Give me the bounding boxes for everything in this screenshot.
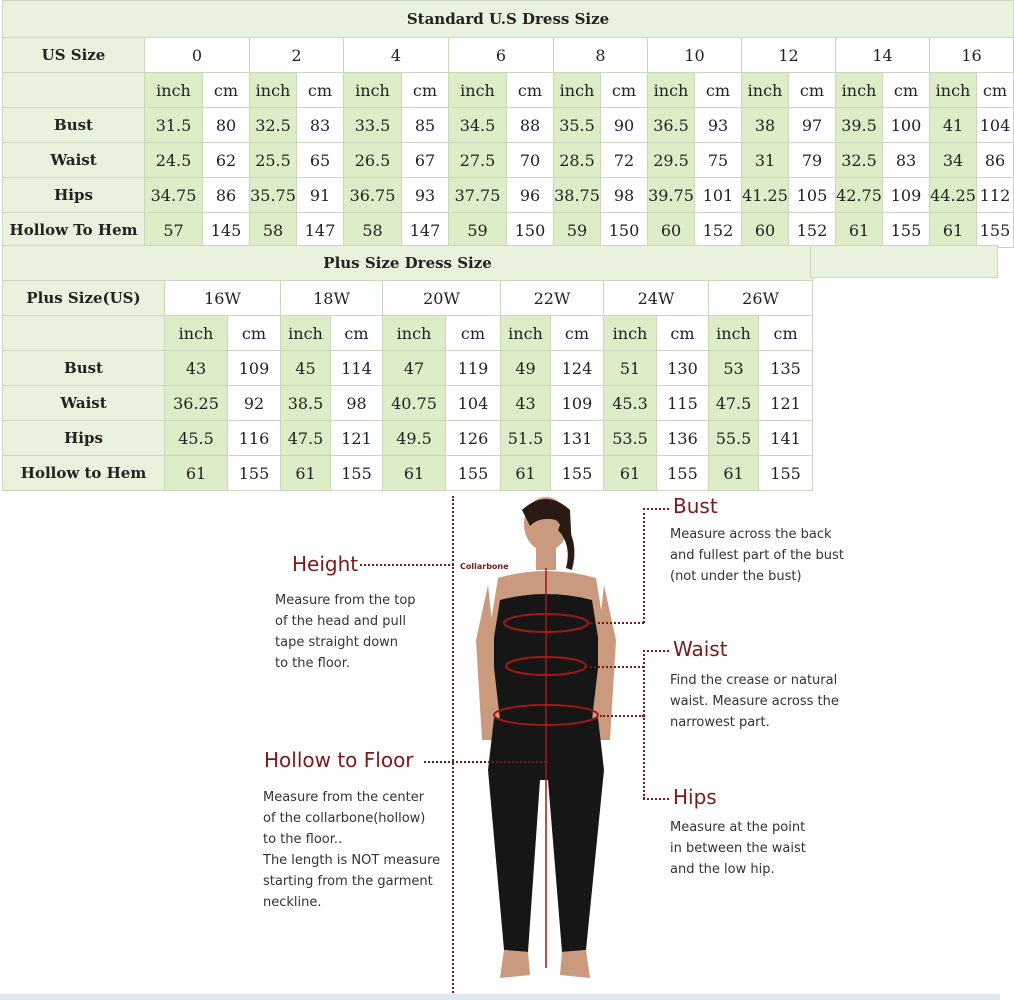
value-inch: 60 — [742, 213, 789, 248]
value-inch: 31.5 — [145, 108, 203, 143]
value-inch: 34.75 — [145, 178, 203, 213]
measure-label: Hips — [3, 178, 145, 213]
value-cm: 155 — [883, 213, 930, 248]
title-row — [3, 1, 1014, 38]
value-inch: 35.5 — [554, 108, 601, 143]
value-cm: 112 — [977, 178, 1014, 213]
value-inch: 32.5 — [250, 108, 297, 143]
value-inch: 43 — [165, 351, 228, 386]
value-cm: 115 — [657, 386, 709, 421]
unit-inch: inch — [250, 73, 297, 108]
value-inch: 38 — [742, 108, 789, 143]
unit-cm: cm — [789, 73, 836, 108]
size-header: 14 — [836, 38, 930, 73]
size-header: 2 — [250, 38, 344, 73]
value-cm: 79 — [789, 143, 836, 178]
size-header: 12 — [742, 38, 836, 73]
height-pointer — [360, 564, 454, 566]
value-inch: 47 — [383, 351, 446, 386]
hips-desc: Measure at the point in between the waist and the low hip. — [670, 820, 806, 877]
measure-row — [3, 421, 813, 456]
bust-bracket — [643, 508, 645, 623]
size-header: 16W — [165, 281, 281, 316]
unit-cm: cm — [883, 73, 930, 108]
unit-inch: inch — [930, 73, 977, 108]
value-cm: 109 — [228, 351, 281, 386]
value-cm: 65 — [297, 143, 344, 178]
unit-inch: inch — [648, 73, 695, 108]
size-header-row — [3, 38, 1014, 73]
value-inch: 34.5 — [449, 108, 507, 143]
size-header: 22W — [501, 281, 604, 316]
value-cm: 72 — [601, 143, 648, 178]
unit-inch: inch — [449, 73, 507, 108]
value-cm: 152 — [695, 213, 742, 248]
value-inch: 28.5 — [554, 143, 601, 178]
value-cm: 86 — [203, 178, 250, 213]
value-inch: 57 — [145, 213, 203, 248]
unit-cm: cm — [446, 316, 501, 351]
value-inch: 49.5 — [383, 421, 446, 456]
value-inch: 61 — [501, 456, 551, 491]
value-cm: 75 — [695, 143, 742, 178]
value-cm: 131 — [551, 421, 604, 456]
measure-row — [3, 351, 813, 386]
value-cm: 126 — [446, 421, 501, 456]
bottom-strip — [0, 994, 1000, 1000]
waist-pointer-top — [643, 650, 669, 652]
value-inch: 39.5 — [836, 108, 883, 143]
size-header: 8 — [554, 38, 648, 73]
value-cm: 80 — [203, 108, 250, 143]
value-inch: 58 — [344, 213, 402, 248]
hollow-title: Hollow to Floor — [264, 748, 414, 772]
value-inch: 26.5 — [344, 143, 402, 178]
size-label: US Size — [3, 38, 145, 73]
waist-pointer — [590, 666, 644, 668]
value-inch: 49 — [501, 351, 551, 386]
unit-inch: inch — [836, 73, 883, 108]
measure-row — [3, 213, 1014, 248]
unit-cm: cm — [657, 316, 709, 351]
value-inch: 47.5 — [709, 386, 759, 421]
value-inch: 41.25 — [742, 178, 789, 213]
height-title: Height — [292, 552, 359, 576]
measure-label: Hips — [3, 421, 165, 456]
measure-label: Bust — [3, 108, 145, 143]
value-inch: 58 — [250, 213, 297, 248]
value-inch: 59 — [554, 213, 601, 248]
height-desc: Measure from the top of the head and pull tape straight down to the floor. — [275, 593, 416, 671]
value-inch: 33.5 — [344, 108, 402, 143]
value-inch: 38.5 — [281, 386, 331, 421]
measure-label: Hollow to Hem — [3, 456, 165, 491]
unit-cm: cm — [601, 73, 648, 108]
value-cm: 141 — [759, 421, 813, 456]
value-cm: 116 — [228, 421, 281, 456]
unit-cm: cm — [551, 316, 604, 351]
measure-label: Waist — [3, 143, 145, 178]
value-inch: 61 — [836, 213, 883, 248]
value-cm: 104 — [977, 108, 1014, 143]
value-cm: 155 — [551, 456, 604, 491]
value-inch: 32.5 — [836, 143, 883, 178]
measurement-guide — [0, 490, 1000, 1000]
value-inch: 51.5 — [501, 421, 551, 456]
value-inch: 24.5 — [145, 143, 203, 178]
value-inch: 25.5 — [250, 143, 297, 178]
bust-pointer-top — [643, 508, 669, 510]
value-cm: 90 — [601, 108, 648, 143]
value-cm: 114 — [331, 351, 383, 386]
size-header: 0 — [145, 38, 250, 73]
table-title: Standard U.S Dress Size — [3, 1, 1014, 38]
value-inch: 45 — [281, 351, 331, 386]
bust-desc: Measure across the back and fullest part of the bust (not under the bust) — [670, 527, 844, 584]
value-cm: 98 — [331, 386, 383, 421]
waist-bracket — [643, 650, 645, 716]
measure-row — [3, 108, 1014, 143]
value-cm: 97 — [789, 108, 836, 143]
value-inch: 61 — [930, 213, 977, 248]
value-inch: 61 — [165, 456, 228, 491]
bust-pointer — [590, 622, 644, 624]
value-cm: 147 — [402, 213, 449, 248]
plus-size-table — [2, 245, 813, 491]
value-inch: 45.3 — [604, 386, 657, 421]
size-header: 4 — [344, 38, 449, 73]
value-cm: 155 — [331, 456, 383, 491]
unit-inch: inch — [165, 316, 228, 351]
value-inch: 55.5 — [709, 421, 759, 456]
collarbone-label: Collarbone — [460, 562, 509, 571]
unit-row-label — [3, 316, 165, 351]
unit-cm: cm — [297, 73, 344, 108]
value-inch: 36.25 — [165, 386, 228, 421]
hips-bracket — [643, 715, 645, 799]
unit-inch: inch — [554, 73, 601, 108]
size-header: 26W — [709, 281, 813, 316]
title-row — [3, 246, 813, 281]
value-inch: 34 — [930, 143, 977, 178]
value-cm: 155 — [759, 456, 813, 491]
value-inch: 29.5 — [648, 143, 695, 178]
measure-row — [3, 456, 813, 491]
value-inch: 37.75 — [449, 178, 507, 213]
value-cm: 155 — [657, 456, 709, 491]
bust-title: Bust — [673, 494, 718, 518]
size-header: 18W — [281, 281, 383, 316]
unit-row-label — [3, 73, 145, 108]
size-header: 6 — [449, 38, 554, 73]
value-inch: 42.75 — [836, 178, 883, 213]
waist-desc: Find the crease or natural waist. Measure across the narrowest part. — [670, 673, 839, 730]
size-header: 24W — [604, 281, 709, 316]
value-cm: 124 — [551, 351, 604, 386]
hips-pointer — [600, 715, 644, 717]
size-header: 20W — [383, 281, 501, 316]
value-inch: 45.5 — [165, 421, 228, 456]
unit-inch: inch — [281, 316, 331, 351]
value-cm: 92 — [228, 386, 281, 421]
value-cm: 130 — [657, 351, 709, 386]
unit-inch: inch — [709, 316, 759, 351]
value-inch: 27.5 — [449, 143, 507, 178]
value-inch: 61 — [281, 456, 331, 491]
hollow-pointer — [424, 761, 546, 763]
unit-cm: cm — [331, 316, 383, 351]
unit-inch: inch — [501, 316, 551, 351]
table-title: Plus Size Dress Size — [3, 246, 813, 281]
value-inch: 38.75 — [554, 178, 601, 213]
value-inch: 35.75 — [250, 178, 297, 213]
standard-size-table — [2, 0, 1014, 248]
value-inch: 47.5 — [281, 421, 331, 456]
value-cm: 70 — [507, 143, 554, 178]
value-cm: 67 — [402, 143, 449, 178]
value-cm: 88 — [507, 108, 554, 143]
size-header-row — [3, 281, 813, 316]
value-cm: 93 — [402, 178, 449, 213]
value-inch: 43 — [501, 386, 551, 421]
value-cm: 62 — [203, 143, 250, 178]
value-cm: 155 — [446, 456, 501, 491]
value-cm: 147 — [297, 213, 344, 248]
measure-row — [3, 386, 813, 421]
value-inch: 61 — [383, 456, 446, 491]
unit-cm: cm — [759, 316, 813, 351]
value-cm: 98 — [601, 178, 648, 213]
measure-label: Hollow To Hem — [3, 213, 145, 248]
unit-inch: inch — [344, 73, 402, 108]
value-cm: 105 — [789, 178, 836, 213]
unit-inch: inch — [145, 73, 203, 108]
unit-inch: inch — [742, 73, 789, 108]
value-cm: 121 — [331, 421, 383, 456]
value-inch: 60 — [648, 213, 695, 248]
unit-cm: cm — [228, 316, 281, 351]
value-cm: 119 — [446, 351, 501, 386]
value-inch: 36.5 — [648, 108, 695, 143]
unit-cm: cm — [507, 73, 554, 108]
unit-inch: inch — [604, 316, 657, 351]
value-inch: 41 — [930, 108, 977, 143]
value-cm: 155 — [977, 213, 1014, 248]
size-header: 16 — [930, 38, 1014, 73]
value-inch: 31 — [742, 143, 789, 178]
value-inch: 53.5 — [604, 421, 657, 456]
plus-title-extension — [810, 245, 998, 278]
value-inch: 36.75 — [344, 178, 402, 213]
value-cm: 85 — [402, 108, 449, 143]
value-cm: 83 — [297, 108, 344, 143]
unit-cm: cm — [402, 73, 449, 108]
hollow-desc: Measure from the center of the collarbone(hollow) to the floor.. The length is NOT measure starting from the garment neckline. — [263, 790, 441, 910]
value-inch: 51 — [604, 351, 657, 386]
value-cm: 150 — [601, 213, 648, 248]
value-cm: 91 — [297, 178, 344, 213]
measure-row — [3, 178, 1014, 213]
value-inch: 40.75 — [383, 386, 446, 421]
size-label: Plus Size(US) — [3, 281, 165, 316]
value-cm: 101 — [695, 178, 742, 213]
unit-cm: cm — [203, 73, 250, 108]
value-cm: 152 — [789, 213, 836, 248]
value-inch: 59 — [449, 213, 507, 248]
value-cm: 86 — [977, 143, 1014, 178]
value-cm: 150 — [507, 213, 554, 248]
value-cm: 135 — [759, 351, 813, 386]
value-cm: 96 — [507, 178, 554, 213]
unit-cm: cm — [695, 73, 742, 108]
value-cm: 104 — [446, 386, 501, 421]
value-cm: 109 — [883, 178, 930, 213]
value-cm: 136 — [657, 421, 709, 456]
value-inch: 39.75 — [648, 178, 695, 213]
value-cm: 155 — [228, 456, 281, 491]
value-inch: 44.25 — [930, 178, 977, 213]
value-cm: 145 — [203, 213, 250, 248]
value-cm: 83 — [883, 143, 930, 178]
hips-pointer-bottom — [643, 798, 669, 800]
hips-title: Hips — [673, 785, 717, 809]
unit-row — [3, 316, 813, 351]
value-cm: 93 — [695, 108, 742, 143]
value-inch: 61 — [604, 456, 657, 491]
value-cm: 109 — [551, 386, 604, 421]
unit-inch: inch — [383, 316, 446, 351]
measure-label: Waist — [3, 386, 165, 421]
measure-row — [3, 143, 1014, 178]
value-cm: 121 — [759, 386, 813, 421]
unit-cm: cm — [977, 73, 1014, 108]
size-header: 10 — [648, 38, 742, 73]
unit-row — [3, 73, 1014, 108]
measure-label: Bust — [3, 351, 165, 386]
waist-title: Waist — [673, 637, 728, 661]
value-cm: 100 — [883, 108, 930, 143]
value-inch: 61 — [709, 456, 759, 491]
value-inch: 53 — [709, 351, 759, 386]
